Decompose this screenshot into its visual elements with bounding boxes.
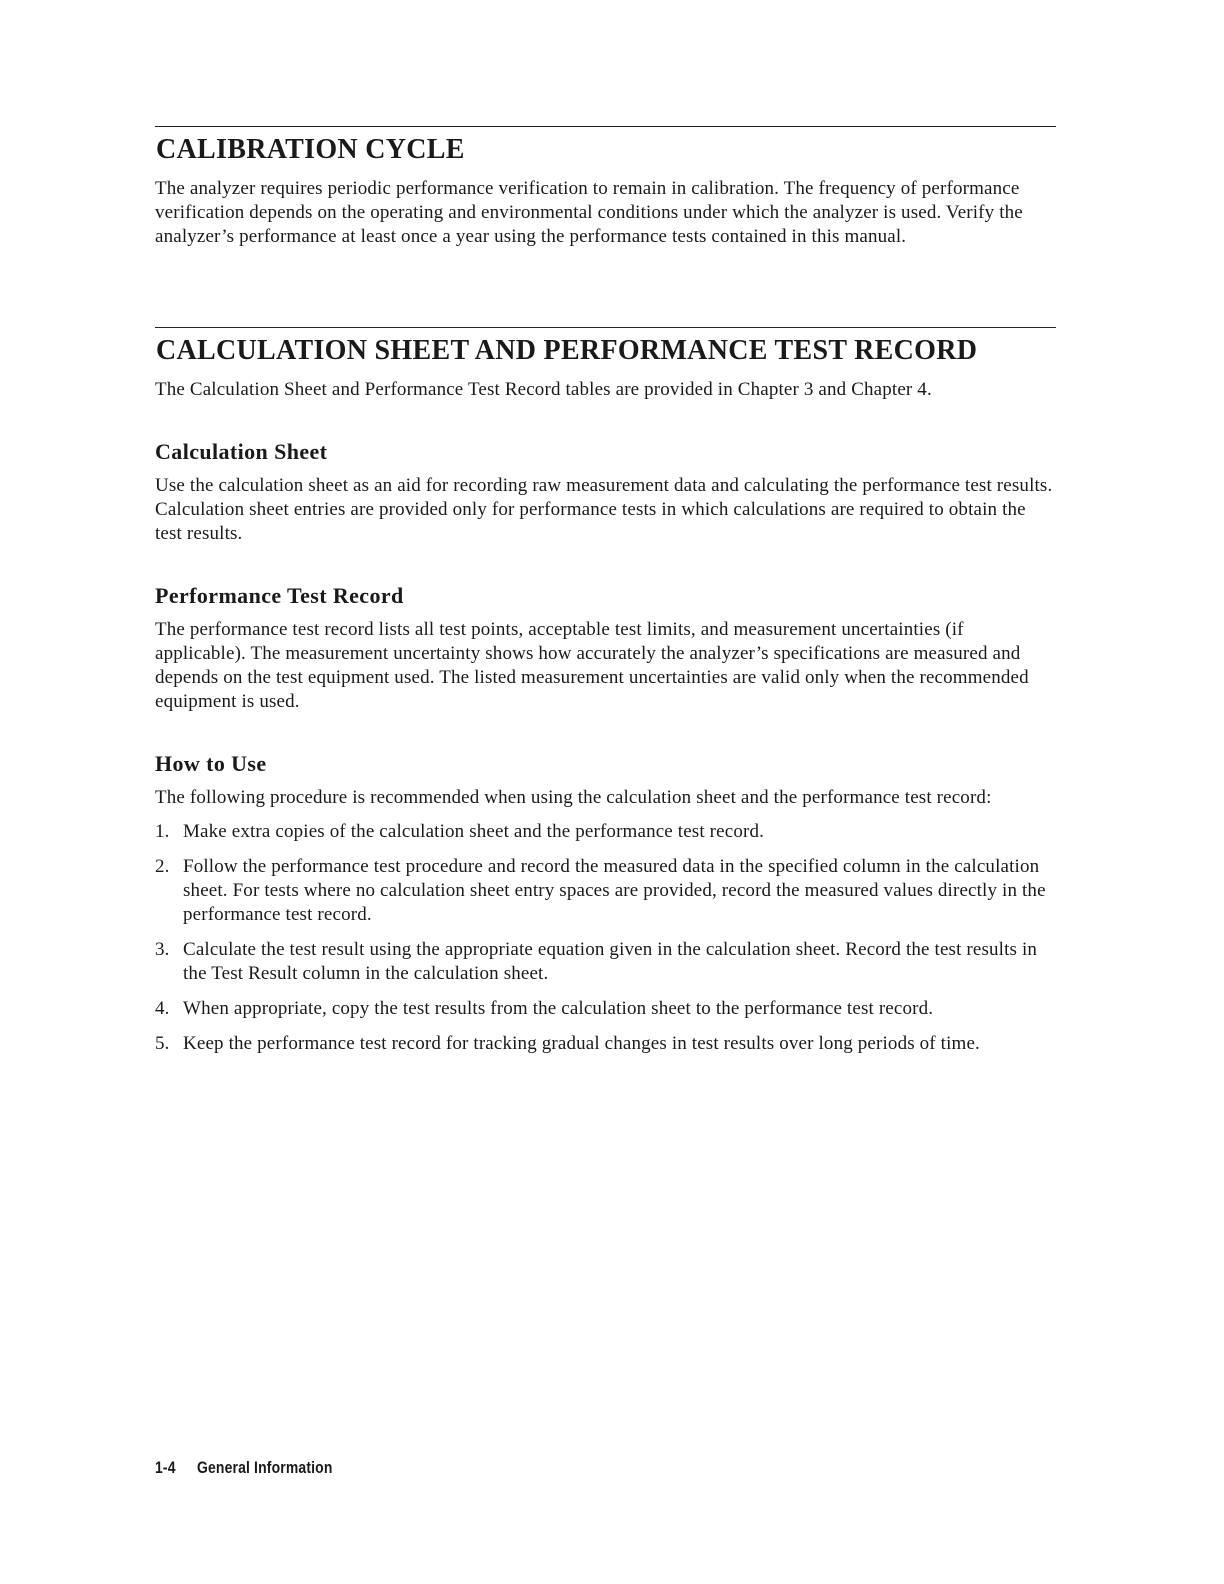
how-to-use-intro: The following procedure is recommended when using the calculation sheet and the performance test record: (155, 787, 992, 808)
calculation-sheet-record-body: The Calculation Sheet and Performance Test Record tables are provided in Chapter 3 and Chapter 4. (155, 379, 932, 400)
step-text: Calculate the test result using the appropriate equation given in the calculation sheet. Record the test results in the Test Result column in the calculation sheet. (183, 939, 1038, 984)
calculation-sheet-record-section (155, 327, 1056, 1056)
step-text: Make extra copies of the calculation sheet and the performance test record. (183, 821, 764, 842)
calculation-sheet-subsection (155, 438, 1056, 546)
page-footer (155, 1458, 333, 1478)
step-number: 1. (155, 821, 170, 842)
section-rule (155, 126, 1056, 127)
list-item (155, 820, 1056, 844)
performance-test-record-heading: Performance Test Record (155, 583, 404, 608)
page-number: 1-4 (155, 1458, 176, 1477)
step-text: Keep the performance test record for tracking gradual changes in test results over long periods of time. (183, 1033, 980, 1054)
calibration-cycle-heading: CALIBRATION CYCLE (156, 134, 465, 165)
calculation-sheet-record-heading: CALCULATION SHEET AND PERFORMANCE TEST RECORD (156, 335, 978, 366)
step-text: When appropriate, copy the test results from the calculation sheet to the performance test record. (183, 998, 934, 1019)
performance-test-record-body: The performance test record lists all test points, acceptable test limits, and measurement uncertainties (if applicable). The measurement uncertainty shows how accurately the analyzer’s specifications are measured and depends on the test equipment used. The listed measurement uncertainties are valid only when the recommended equipment is used. (155, 619, 1029, 712)
calculation-sheet-heading: Calculation Sheet (155, 439, 328, 464)
how-to-use-steps (155, 820, 1056, 1056)
list-item (155, 938, 1056, 986)
list-item (155, 997, 1056, 1021)
step-number: 4. (155, 998, 170, 1019)
section-rule (155, 327, 1056, 328)
calculation-sheet-body: Use the calculation sheet as an aid for recording raw measurement data and calculating the performance test results. Calculation sheet entries are provided only for performance tests in which calculations are required to obtain the test results. (155, 475, 1053, 544)
step-number: 5. (155, 1033, 170, 1054)
calibration-cycle-section (155, 126, 1056, 249)
calibration-cycle-body: The analyzer requires periodic performance verification to remain in calibration. The frequency of performance verification depends on the operating and environmental conditions under which the analyzer is used. Verify the analyzer’s performance at least once a year using the performance tests contained in this manual. (155, 178, 1023, 247)
chapter-title: General Information (196, 1458, 333, 1477)
performance-test-record-subsection (155, 582, 1056, 714)
how-to-use-subsection (155, 750, 1056, 1056)
how-to-use-heading: How to Use (155, 751, 267, 776)
step-number: 2. (155, 856, 170, 877)
step-text: Follow the performance test procedure and record the measured data in the specified column in the calculation sheet. For tests where no calculation sheet entry spaces are provided, record the measured values directly in the performance test record. (183, 856, 1046, 925)
document-page (155, 126, 1056, 1067)
list-item (155, 1032, 1056, 1056)
list-item (155, 855, 1056, 927)
step-number: 3. (155, 939, 170, 960)
